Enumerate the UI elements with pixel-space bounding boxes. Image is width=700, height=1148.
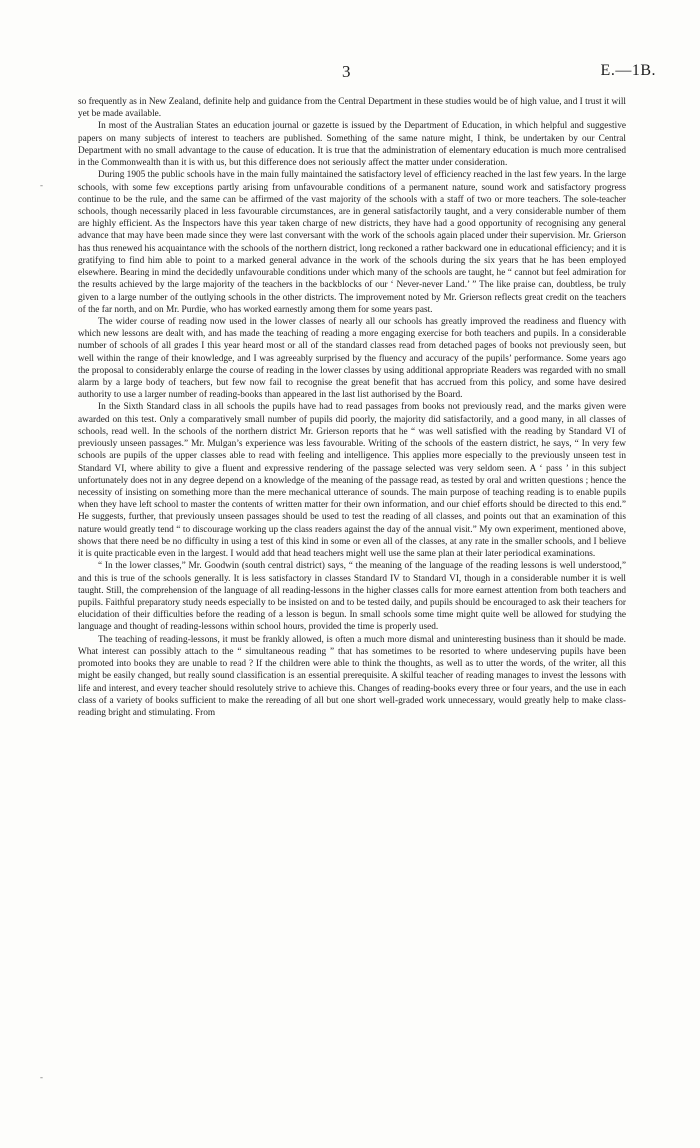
paragraph: The teaching of reading-lessons, it must be frankly allowed, is often a much more dismal and uninteresting business than it should be made. What interest can possibly attach to the “ simultaneous reading ” that has sometimes to be resorted to where undeserving pupils have been promoted into books they are unable to read ? If the children were able to think the thoughts, as well as to utter the words, of the writer, all this might be easily changed, but really sound classification is an essential prerequisite. A skilful teacher of reading manages to invest the lessons with life and interest, and every teacher should resolutely strive to achieve this. Changes of reading-books every three or four years, and the use in each class of a variety of books sufficient to make the rereading of all but one short well-graded work unnecessary, would greatly help to make class-reading bright and stimulating. From	[78, 634, 626, 718]
paragraph: “ In the lower classes,” Mr. Goodwin (south central district) says, “ the meaning of the language of the reading lessons is well understood,” and this is true of the schools generally. It is less satisfactory in classes Standard IV to Standard VI, though in a considerable number it is well taught. Still, the comprehension of the language of all reading-lessons in the higher classes calls for more earnest attention from both teachers and pupils. Faithful preparatory study needs especially to be insisted on and to be tested daily, and pupils should be encouraged to ask their teachers for elucidation of their difficulties before the reading of a lesson is begun. In small schools some time might quite well be allowed for studying the language and thought of reading-lessons within school hours, provided the time is properly used.	[78, 561, 626, 633]
margin-dash-mark: -	[40, 180, 43, 190]
paragraph: In the Sixth Standard class in all schools the pupils have had to read passages from books not previously read, and the marks given were awarded on this test. Only a comparatively small number of pupils did poorly, the majority did satisfactorily, and a good many, in all classes of schools, read well. In the schools of the northern district Mr. Grierson reports that he “ was well satisfied with the reading by Standard VI of previously unseen passages.” Mr. Mulgan’s experience was less favourable. Writing of the schools of the eastern district, he says, “ In very few schools are pupils of the upper classes able to read with feeling and intelligence. This applies more especially to the previously unseen test in Standard VI, where ability to give a fluent and expressive rendering of the passage selected was very seldom seen. A ‘ pass ’ in this subject unfortunately does not in any degree depend on a knowledge of the meaning of the passage read, as tested by oral and written questions ; hence the necessity of insisting on something more than the mere mechanical utterance of sounds. The main purpose of teaching reading is to enable pupils when they have left school to master the contents of written matter for their own information, and our chief efforts should be directed to this end.” He suggests, further, that previously unseen passages should be used to test the reading of all classes, and points out that an examination of this nature would greatly tend “ to discourage working up the class readers against the day of the annual visit.” My own experiment, mentioned above, shows that there need be no difficulty in using a test of this kind in some or even all of the classes, at any rate in the smaller schools, and I believe it is quite practicable even in the largest. I would add that head teachers might well use the same plan at their later periodical examinations.	[78, 402, 626, 560]
body-text	[78, 96, 626, 719]
margin-dash-mark: -	[40, 1072, 43, 1082]
paragraph: so frequently as in New Zealand, definite help and guidance from the Central Department in these studies would be of high value, and I trust it will yet be made available.	[78, 97, 626, 120]
page-number: 3	[342, 62, 351, 81]
page-header	[0, 62, 700, 86]
paragraph: The wider course of reading now used in the lower classes of nearly all our schools has greatly improved the readiness and fluency with which new lessons are dealt with, and has made the teaching of reading a more engaging exercise for both teachers and pupils. In a considerable number of schools of all grades I this year heard most or all of the standard classes read from detached pages of books not previously seen, but well within the range of their knowledge, and I was agreeably surprised by the fluency and accuracy of the pupils’ performance. Some years ago the proposal to considerably enlarge the course of reading in the lower classes by using additional appropriate Readers was regarded with no small alarm by a large body of teachers, but few now fail to recognise the great benefit that has accrued from this policy, and some have desired authority to use a larger number of reading-books than appeared in the last list authorised by the Board.	[78, 316, 626, 401]
document-reference: E.—1B.	[600, 62, 656, 79]
paragraph: During 1905 the public schools have in the main fully maintained the satisfactory level of efficiency reached in the last few years. In the large schools, with some few exceptions partly arising from unfavourable conditions of a permanent nature, sound work and satisfactory progress continue to be the rule, and the same can be affirmed of the vast majority of the schools with a staff of two or more teachers. The sole-teacher schools, though necessarily placed in less favourable circumstances, are in general satisfactorily taught, and a very considerable number of them are highly efficient. As the Inspectors have this year taken charge of new districts, they have had a good opportunity of recognising any general advance that may have been made since they were last conversant with the work of the schools again placed under their supervision. Mr. Grierson has thus renewed his acquaintance with the schools of the northern district, long reckoned a rather backward one in educational efficiency; and it is gratifying to find him able to point to a marked general advance in the work of the schools during the six years that he has been employed elsewhere. Bearing in mind the decidedly unfavourable conditions under which many of the schools are taught, he “ cannot but feel admiration for the results achieved by the large majority of the teachers in the backblocks of our ‘ Never-never Land.’ ” The like praise can, doubtless, be truly given to a large number of the outlying schools in the other districts. The improvement noted by Mr. Grierson reflects great credit on the teachers of the far north, and on Mr. Purdie, who has worked earnestly among them for some years past.	[78, 170, 626, 315]
paragraph: In most of the Australian States an education journal or gazette is issued by the Department of Education, in which helpful and suggestive papers on many subjects of interest to teachers are published. Something of the same nature might, I think, be undertaken by our Central Department with no small advantage to the cause of education. It is true that the administration of elementary education is much more centralised in the Commonwealth than it is with us, but this difference does not seriously affect the matter under consideration.	[78, 121, 626, 169]
